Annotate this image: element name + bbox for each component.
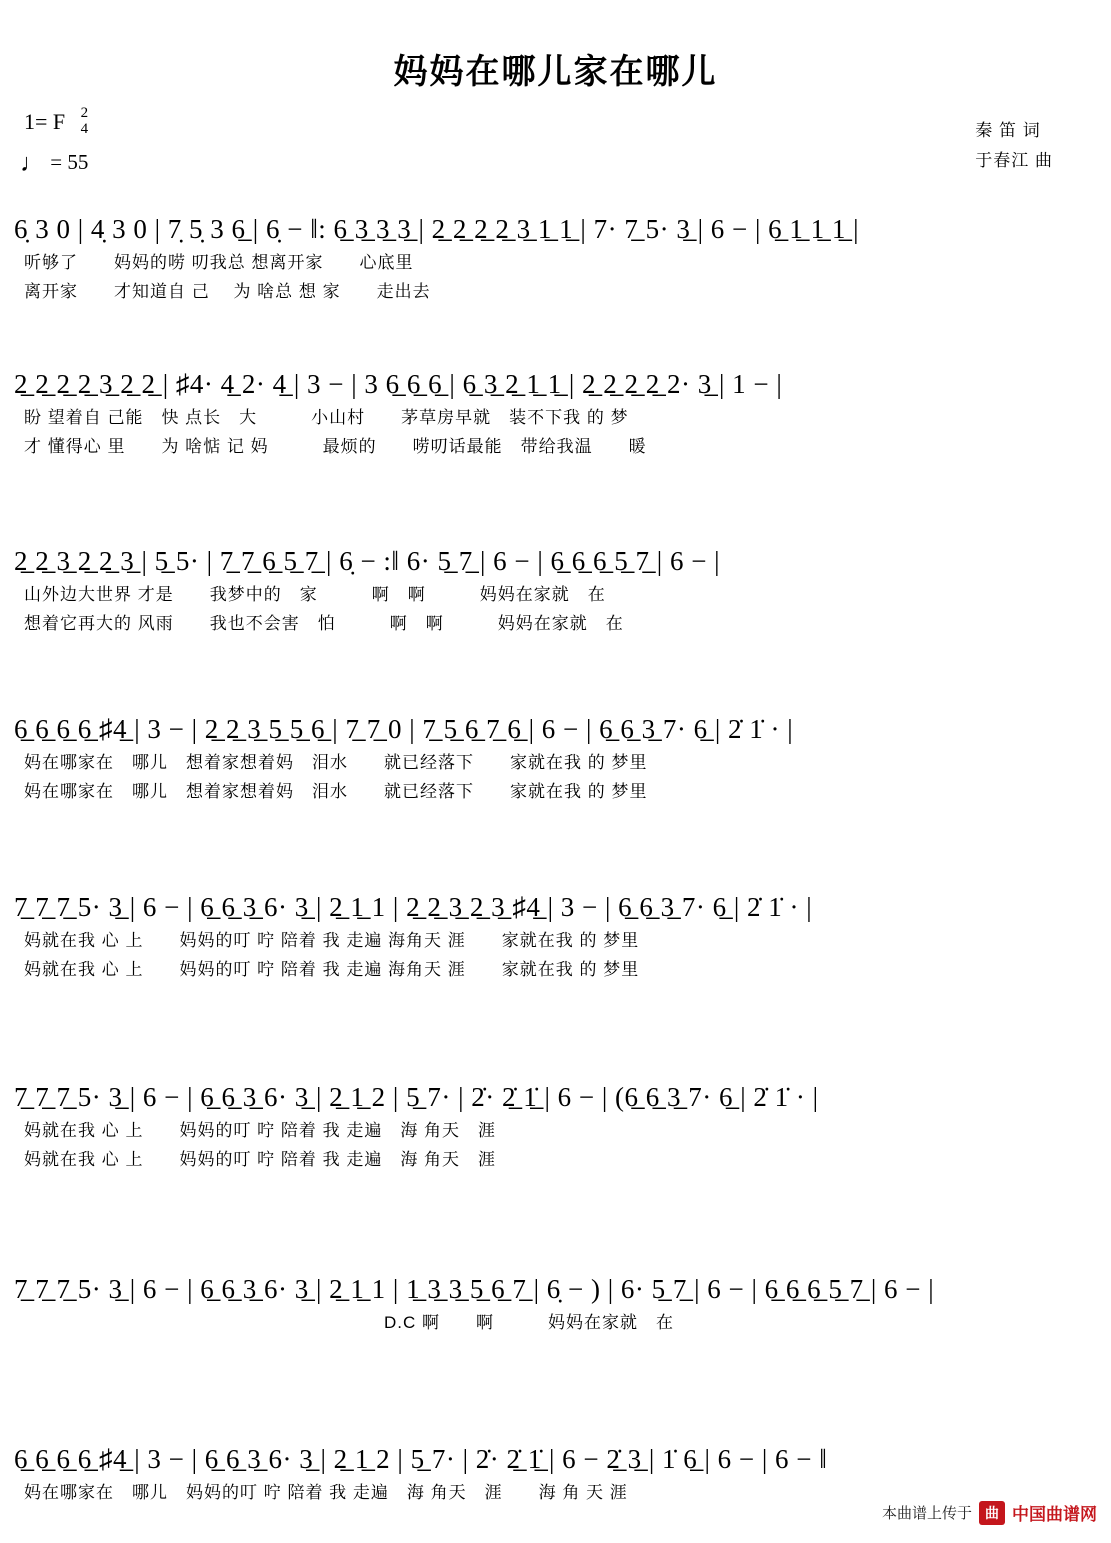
music-system-6	[14, 1078, 1097, 1174]
lyric-line-1: 山外边大世界 才是 我梦中的 家 啊 啊 妈妈在家就 在	[24, 585, 606, 604]
uploader-credit	[882, 1500, 1097, 1525]
key-signature	[24, 105, 89, 140]
site-logo-icon: 曲	[979, 1501, 1005, 1525]
lyricist-credit: 秦 笛 词	[975, 121, 1041, 140]
notation-row: 6̣ 3 0 | 4̣ 3 0 | 7̣ 5̣ 3 6̲ | 6̣ − ‖: 6̲ 3̲ 3̲ 3̲ | 2̲ 2̲ 2̲ 2̲ 3̲ 1̲ 1̲ | 7· 7̲ 5· 3̲ | 6 − | 6̲ 1̲ 1̲ 1̲ |	[14, 214, 860, 244]
music-system-4	[14, 710, 1097, 806]
music-system-7	[14, 1270, 1097, 1366]
quarter-note-icon: ♩	[20, 150, 45, 177]
music-system-8	[14, 1440, 1097, 1507]
lyric-line-1: 听够了 妈妈的唠 叨我总 想离开家 心底里	[24, 253, 414, 272]
notation-row: 6̲ 6̲ 6̲ 6̲ ♯4̲ | 3 − | 6̲ 6̲ 3̲ 6· 3̲ | 2̲ 1̲ 2 | 5̲ 7· | 2̇· 2̲̇ 1̲̇ | 6 − 2̲̇ 3̲ | 1̇ 6̲ | 6 − | 6 − ‖	[14, 1444, 828, 1474]
lyric-line-2	[14, 1337, 1097, 1366]
music-system-5	[14, 888, 1097, 984]
tempo-equals: =	[50, 150, 63, 174]
uploaded-text: 本曲谱上传于	[881, 1505, 972, 1522]
tempo-bpm: 55	[67, 150, 89, 174]
lyric-line-1: 妈在哪家在 哪儿 想着家想着妈 泪水 就已经落下 家就在我 的 梦里	[24, 753, 648, 772]
lyric-line-1: 妈就在我 心 上 妈妈的叮 咛 陪着 我 走遍 海角天 涯 家就在我 的 梦里	[24, 931, 640, 950]
notation-row: 7̲ 7̲ 7̲ 5· 3̲ | 6 − | 6̲ 6̲ 3̲ 6· 3̲ | 2̲ 1̲ 2 | 5̲ 7· | 2̇· 2̲̇ 1̲̇ | 6 − | (6̲ 6̲ 3̲ 7· 6̲ | 2̇ 1̇ · |	[14, 1082, 819, 1112]
lyric-line-1: 妈就在我 心 上 妈妈的叮 咛 陪着 我 走遍 海 角天 涯	[24, 1121, 497, 1140]
music-system-3	[14, 542, 1097, 638]
key-label: 1= F	[24, 108, 66, 134]
credits	[975, 116, 1053, 176]
lyric-line-1: 妈在哪家在 哪儿 妈妈的叮 咛 陪着 我 走遍 海 角天 涯 海 角 天 涯	[24, 1483, 628, 1502]
notation-row: 2̲ 2̲ 2̲ 2̲ 3̲ 2̲ 2̲ | ♯4· 4̲ 2· 4̲ | 3 − | 3 6̲ 6̲ 6̲ | 6̲ 3̲ 2̲ 1̲ 1̲ | 2̲ 2̲ 2̲ 2̲ 2· 3̲ | 1 − |	[14, 369, 783, 399]
composer-credit: 于春江 曲	[975, 150, 1053, 170]
lyric-line-2: 妈在哪家在 哪儿 想着家想着妈 泪水 就已经落下 家就在我 的 梦里	[24, 782, 648, 801]
time-signature-numerator: 2	[80, 105, 89, 121]
lyric-line-2: 妈就在我 心 上 妈妈的叮 咛 陪着 我 走遍 海角天 涯 家就在我 的 梦里	[24, 960, 640, 979]
music-system-2	[14, 365, 1097, 461]
lyric-line-2: 才 懂得心 里 为 啥惦 记 妈 最烦的 唠叨话最能 带给我温 暖	[24, 437, 647, 456]
site-name[interactable]: 中国曲谱网	[1012, 1505, 1097, 1524]
tempo-marking	[20, 150, 88, 178]
time-signature-denominator: 4	[80, 120, 89, 137]
lyric-line-2: 想着它再大的 风雨 我也不会害 怕 啊 啊 妈妈在家就 在	[24, 614, 624, 633]
lyric-line-2: 妈就在我 心 上 妈妈的叮 咛 陪着 我 走遍 海 角天 涯	[24, 1150, 497, 1169]
time-signature	[81, 106, 89, 138]
lyric-line-2: 离开家 才知道自 己 为 啥总 想 家 走出去	[24, 282, 431, 301]
lyric-line-1: 盼 望着自 己能 快 点长 大 小山村 茅草房早就 装不下我 的 梦	[24, 408, 629, 427]
music-system-1	[14, 210, 1097, 306]
notation-row: 7̲ 7̲ 7̲ 5· 3̲ | 6 − | 6̲ 6̲ 3̲ 6· 3̲ | 2̲ 1̲ 1 | 1̲ 3̲ 3̲ 5̲ 6̲ 7̲ | 6̣ − ) | 6· 5̲ 7̲ | 6 − | 6̲ 6̲ 6̲ 5̲ 7̲ | 6 − |	[14, 1274, 935, 1304]
notation-row: 7̲ 7̲ 7̲ 5· 3̲ | 6 − | 6̲ 6̲ 3̲ 6· 3̲ | 2̲ 1̲ 1 | 2̲ 2̲ 3̲ 2̲ 3̲ ♯4̲ | 3 − | 6̲ 6̲ 3̲ 7· 6̲ | 2̇ 1̇ · |	[14, 892, 813, 922]
page-title: 妈妈在哪儿家在哪儿	[393, 53, 718, 91]
lyric-line-1: D.C 啊 啊 妈妈在家就 在	[24, 1313, 674, 1332]
notation-row: 2̲ 2̲ 3̲ 2̲ 2̲ 3̲ | 5̲ 5· | 7̲ 7̲ 6̲ 5̲ 7̲ | 6̣ − :‖ 6· 5̲ 7̲ | 6 − | 6̲ 6̲ 6̲ 5̲ 7̲ | 6 − |	[14, 546, 721, 576]
notation-row: 6̲ 6̲ 6̲ 6̲ ♯4̲ | 3 − | 2̲ 2̲ 3̲ 5̲ 5̲ 6̲ | 7̲ 7̲ 0 | 7̲ 5̲ 6̲ 7̲ 6̲ | 6 − | 6̲ 6̲ 3̲ 7· 6̲ | 2̇ 1̇ · |	[14, 714, 794, 744]
